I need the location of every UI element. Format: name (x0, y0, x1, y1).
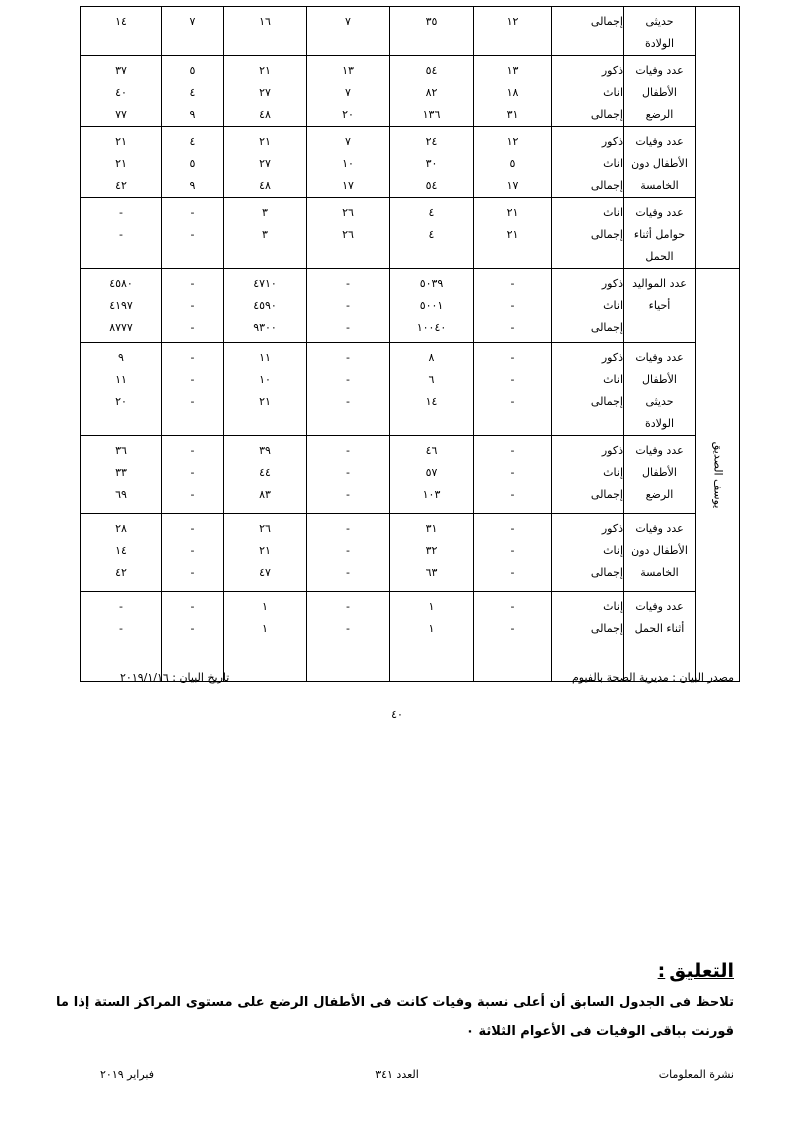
table-cell-value: - (346, 277, 350, 290)
value-cell (162, 343, 224, 436)
indicator-cell (624, 514, 696, 592)
table-cell-value: - (510, 488, 515, 501)
table-cell-value: - (346, 299, 350, 312)
value-cell (307, 343, 390, 436)
table-cell-value: ٩٣٠٠ (253, 321, 277, 334)
table-cell-value: إجمالى (590, 15, 623, 28)
value-cell (390, 7, 474, 56)
table-cell-value: - (510, 600, 515, 613)
table-cell-value: ٥٠٠١ (419, 299, 444, 312)
table-cell-value: الرضع (645, 488, 674, 501)
table-cell-value: ١٠٣ (422, 488, 441, 501)
value-cell (224, 7, 307, 56)
table-cell-value: ٥٧ (425, 466, 438, 479)
table-cell-value: ٢١ (506, 228, 519, 241)
region-cell-previous (696, 7, 740, 269)
table-cell-value: ١٢ (506, 135, 519, 148)
indicator-cell (624, 436, 696, 514)
table-cell-value: ٤ (189, 86, 196, 99)
table-cell-value: ذكور (601, 64, 623, 77)
table-cell-value: ١ (428, 622, 435, 635)
value-cell (224, 269, 307, 343)
table-cell-value: إجمالى (590, 108, 623, 121)
table-cell-value: - (190, 444, 195, 457)
table-cell-value: حديثى (645, 15, 674, 28)
table-cell-value: ٣٩ (259, 444, 271, 457)
value-cell (81, 56, 162, 127)
value-cell (162, 592, 224, 682)
value-cell (307, 514, 390, 592)
table-cell-value: - (346, 622, 350, 635)
table-row (81, 7, 740, 56)
table-cell-value: ٤٦ (425, 444, 438, 457)
table-cell-value: ٥ (189, 157, 196, 170)
value-cell (81, 436, 162, 514)
table-cell-value: ٢٤ (425, 135, 438, 148)
table-cell-value: إجمالى (590, 622, 623, 635)
table-cell-value: ٥٤ (425, 64, 438, 77)
value-cell (162, 127, 224, 198)
table-cell-value: ٩ (118, 351, 124, 364)
table-cell-value: - (346, 321, 350, 334)
indicator-cell (624, 343, 696, 436)
table-cell-value: ٣٢ (425, 544, 438, 557)
table-cell-value: ٤ (428, 228, 435, 241)
table-cell-value: ٥٤ (425, 179, 438, 192)
table-cell-value: - (510, 299, 515, 312)
table-cell-value: - (190, 395, 195, 408)
table-cell-value: اناث (603, 86, 623, 99)
table-cell-value: ٨٧٧٧ (109, 321, 133, 334)
table-cell-value: - (190, 488, 195, 501)
table-cell-value: ذكور (601, 444, 623, 457)
table-cell-value: ١٨ (506, 86, 519, 99)
footer-issue: العدد ٣٤١ (375, 1068, 419, 1081)
comment-title: التعليق (669, 960, 734, 982)
table-cell-value: ٣ (262, 228, 268, 241)
value-cell (474, 514, 552, 592)
table-cell-value: ٢١ (259, 544, 271, 557)
table-cell-value: ٢٠ (115, 395, 127, 408)
footer-date: فبراير ٢٠١٩ (100, 1068, 154, 1081)
table-cell-value: ٢١ (506, 206, 519, 219)
table-row (81, 56, 740, 127)
table-cell-value: ١٠ (259, 373, 271, 386)
value-cell (390, 127, 474, 198)
table-cell-value: عدد وفيات (635, 522, 684, 535)
table-cell-value: - (119, 622, 123, 635)
table-cell-value: - (190, 228, 195, 241)
table-cell-value: ٤ (189, 135, 196, 148)
table-cell-value: - (190, 321, 195, 334)
table-cell-value: ١٤ (425, 395, 438, 408)
table-cell-value: الأطفال دون (631, 544, 688, 557)
table-cell-value: - (346, 351, 350, 364)
table-cell-value: - (346, 488, 350, 501)
table-cell-value: ٢٦ (259, 522, 271, 535)
table-cell-value: عدد وفيات (635, 206, 684, 219)
table-cell-value: ذكور (601, 351, 623, 364)
value-cell (307, 198, 390, 269)
value-cell (390, 436, 474, 514)
table-cell-value: ٢١ (115, 135, 127, 148)
value-cell (307, 7, 390, 56)
table-cell-value: ١ (262, 622, 268, 635)
table-cell-value: ٢١ (259, 395, 271, 408)
table-cell-value: إناث (603, 600, 623, 613)
table-cell-value: - (190, 299, 195, 312)
table-cell-value: - (510, 622, 515, 635)
table-cell-value: - (346, 466, 350, 479)
table-cell-value: إجمالى (590, 179, 623, 192)
table-cell-value: ٧ (345, 135, 351, 148)
value-cell (474, 7, 552, 56)
table-cell-value: الولادة (644, 417, 675, 430)
comment-colon: : (657, 960, 666, 982)
table-cell-value: - (346, 566, 350, 579)
table-cell-value: ٧ (189, 15, 196, 28)
table-cell-value: - (119, 228, 123, 241)
table-cell-value: ٤٨ (259, 179, 271, 192)
value-cell (474, 198, 552, 269)
table-cell-value: ٢٠ (342, 108, 354, 121)
table-cell-value: ٢١ (115, 157, 127, 170)
table-cell-value: ٢٧ (259, 157, 271, 170)
table-cell-value: - (510, 373, 515, 386)
table-cell-value: ١٠٠٤٠ (416, 321, 447, 334)
table-cell-value: ذكور (601, 277, 623, 290)
table-cell-value: ١٧ (342, 179, 354, 192)
data-source: مصدر البيان : مديرية الصحة بالفيوم (571, 671, 734, 684)
value-cell (390, 198, 474, 269)
table-cell-value: الأطفال (642, 466, 677, 479)
value-cell (162, 198, 224, 269)
table-cell-value: ٤٤ (259, 466, 271, 479)
value-cell (474, 127, 552, 198)
table-cell-value: ٣٣ (115, 466, 127, 479)
value-cell (162, 56, 224, 127)
table-cell-value: عدد وفيات (635, 135, 684, 148)
table-row (81, 198, 740, 269)
table-row (81, 436, 740, 514)
gender-cell (552, 514, 624, 592)
table-cell-value: - (510, 466, 515, 479)
table-cell-value: ٤٨ (259, 108, 271, 121)
table-cell-value: حديثى (645, 395, 674, 408)
table-cell-value: ٦ (428, 373, 435, 386)
table-cell-value: إناث (603, 544, 623, 557)
gender-cell (552, 56, 624, 127)
table-cell-value: ٢٨ (115, 522, 127, 535)
table-cell-value: الأطفال (642, 86, 677, 99)
value-cell (307, 592, 390, 682)
table-cell-value: عدد وفيات (635, 444, 684, 457)
table-cell-value: ٩ (189, 179, 196, 192)
value-cell (474, 343, 552, 436)
value-cell (307, 127, 390, 198)
table-cell-value: ١١ (259, 351, 271, 364)
table-cell-value: ٢١ (259, 64, 271, 77)
table-cell-value: ٤٧ (259, 566, 271, 579)
table-cell-value: ٨ (428, 351, 435, 364)
indicator-cell (624, 269, 696, 343)
table-cell-value: الأطفال دون (631, 157, 688, 170)
table-cell-value: - (346, 600, 350, 613)
value-cell (474, 592, 552, 682)
table-cell-value: ٦٩ (115, 488, 127, 501)
table-cell-value: ٣ (262, 206, 268, 219)
table-cell-value: ٢١ (259, 135, 271, 148)
value-cell (162, 436, 224, 514)
data-table (80, 6, 740, 682)
data-date: تاريخ البيان : ٢٠١٩/١/١٦ (120, 671, 230, 684)
table-cell-value: ٥٠٣٩ (419, 277, 444, 290)
region-cell-yousef-elsedeek (696, 269, 740, 682)
table-cell-value: ٨٣ (259, 488, 271, 501)
table-cell-value: - (119, 206, 123, 219)
table-cell-value: ٣١ (506, 108, 519, 121)
value-cell (307, 56, 390, 127)
table-cell-value: اناث (603, 157, 623, 170)
table-cell-value: - (510, 444, 515, 457)
table-cell-value: ٤٥٨٠ (109, 277, 133, 290)
comment-heading (658, 960, 734, 982)
table-cell-value: - (510, 566, 515, 579)
gender-cell (552, 198, 624, 269)
table-cell-value: - (190, 206, 195, 219)
value-cell (162, 269, 224, 343)
table-cell-value: إجمالى (590, 566, 623, 579)
table-cell-value: ٣٠ (425, 157, 438, 170)
value-cell (474, 56, 552, 127)
table-cell-value: - (190, 544, 195, 557)
table-cell-value: ٣٦ (115, 444, 127, 457)
table-cell-value: أحياء (648, 299, 671, 312)
page-number: ٤٠ (391, 708, 403, 721)
table-cell-value: - (190, 373, 195, 386)
table-cell-value: ٣٥ (425, 15, 438, 28)
table-cell-value: - (346, 444, 350, 457)
table-cell-value: إناث (603, 466, 623, 479)
value-cell (224, 343, 307, 436)
table-cell-value: ٥ (189, 64, 196, 77)
table-cell-value: ١٣٦ (422, 108, 441, 121)
table-cell-value: - (190, 622, 195, 635)
table-cell-value: - (190, 522, 195, 535)
table-cell-value: - (346, 373, 350, 386)
table-cell-value: - (119, 600, 123, 613)
value-cell (474, 269, 552, 343)
value-cell (390, 514, 474, 592)
value-cell (224, 127, 307, 198)
table-cell-value: عدد المواليد (632, 277, 687, 290)
value-cell (162, 514, 224, 592)
table-cell-value: ١٣ (342, 64, 354, 77)
table-cell-value: اناث (603, 373, 623, 386)
table-cell-value: - (510, 321, 515, 334)
value-cell (81, 514, 162, 592)
value-cell (224, 198, 307, 269)
table-cell-value: - (346, 544, 350, 557)
table-cell-value: ذكور (601, 522, 623, 535)
value-cell (81, 592, 162, 682)
value-cell (390, 343, 474, 436)
table-cell-value: عدد وفيات (635, 351, 684, 364)
comment-body: تلاحظ فى الجدول السابق أن أعلى نسبة وفيات كانت فى الأطفال الرضع على مستوى المراكز الستة إذا ما قورنت بباقى الوفيات فى الأعوام الثلاثة ٠ (56, 995, 734, 1039)
table-cell-value: ٢٦ (342, 206, 354, 219)
table-cell-value: ٩ (189, 108, 196, 121)
table-cell-value: ٢٦ (342, 228, 354, 241)
table-cell-value: إجمالى (590, 395, 623, 408)
table-cell-value: ٤٢ (115, 566, 127, 579)
table-row (81, 592, 740, 682)
table-cell-value: - (510, 277, 515, 290)
value-cell (81, 269, 162, 343)
table-cell-value: - (190, 351, 195, 364)
value-cell (224, 514, 307, 592)
table-cell-value: ٧ (345, 15, 351, 28)
table-cell-value: ٤٧١٠ (253, 277, 277, 290)
table-cell-value: ١ (262, 600, 268, 613)
table-cell-value: - (346, 522, 350, 535)
table-cell-value: ٥ (509, 157, 516, 170)
table-cell-value: ٤١٩٧ (109, 299, 133, 312)
table-cell-value: ١١ (115, 373, 127, 386)
value-cell (390, 592, 474, 682)
table-cell-value: ١٦ (259, 15, 271, 28)
value-cell (81, 198, 162, 269)
table-cell-value: - (510, 544, 515, 557)
table-cell-value: حوامل أثناء (633, 228, 686, 241)
table-cell-value: اناث (603, 299, 623, 312)
table-cell-value: ٧ (345, 86, 351, 99)
value-cell (307, 436, 390, 514)
value-cell (224, 592, 307, 682)
table-cell-value: إجمالى (590, 488, 623, 501)
table-cell-value: ٤٢ (115, 179, 127, 192)
table-cell-value: الولادة (644, 37, 675, 50)
table-cell-value: ١٠ (342, 157, 354, 170)
indicator-cell (624, 7, 696, 56)
table-cell-value: - (190, 277, 195, 290)
value-cell (224, 436, 307, 514)
gender-cell (552, 436, 624, 514)
table-cell-value: - (510, 522, 515, 535)
table-cell-value: - (510, 395, 515, 408)
table-cell-value: الخامسة (640, 566, 679, 579)
table-cell-value: ٤٥٩٠ (253, 299, 277, 312)
table-cell-value: الأطفال (642, 373, 677, 386)
table-row (81, 127, 740, 198)
table-cell-value: ١٧ (506, 179, 519, 192)
table-cell-value: إجمالى (590, 321, 623, 334)
table-cell-value: ٣٧ (115, 64, 127, 77)
table-cell-value: ٢٧ (259, 86, 271, 99)
table-cell-value: - (190, 566, 195, 579)
table-cell-value: - (190, 600, 195, 613)
table-cell-value: ١٣ (506, 64, 519, 77)
table-cell-value: ١٤ (115, 544, 127, 557)
table-cell-value: - (190, 466, 195, 479)
table-cell-value: اناث (603, 206, 623, 219)
value-cell (81, 7, 162, 56)
table-row (81, 343, 740, 436)
table-cell-value: ١ (428, 600, 435, 613)
indicator-cell (624, 56, 696, 127)
table-cell-value: الرضع (645, 108, 674, 121)
table-cell-value: الخامسة (640, 179, 679, 192)
indicator-cell (624, 592, 696, 682)
table-cell-value: إجمالى (590, 228, 623, 241)
value-cell (474, 436, 552, 514)
table-cell-value: ٣١ (425, 522, 438, 535)
table-cell-value: ٤٠ (115, 86, 127, 99)
value-cell (81, 127, 162, 198)
table-cell-value: الحمل (645, 250, 674, 263)
table-cell-value: عدد وفيات (635, 600, 684, 613)
table-cell-value: ٦٣ (425, 566, 438, 579)
value-cell (390, 269, 474, 343)
table-cell-value: ذكور (601, 135, 623, 148)
gender-cell (552, 343, 624, 436)
table-cell-value: ١٢ (506, 15, 519, 28)
gender-cell (552, 592, 624, 682)
value-cell (81, 343, 162, 436)
gender-cell (552, 127, 624, 198)
value-cell (162, 7, 224, 56)
gender-cell (552, 269, 624, 343)
table-cell-value: ١٤ (115, 15, 127, 28)
table-row (81, 269, 740, 343)
footer-publication: نشرة المعلومات (658, 1068, 734, 1081)
region-label: يوسف الصديق (711, 441, 724, 509)
indicator-cell (624, 198, 696, 269)
table-row (81, 514, 740, 592)
table-cell-value: - (510, 351, 515, 364)
table-cell-value: أثناء الحمل (634, 622, 685, 635)
table-cell-value: - (346, 395, 350, 408)
table-cell-value: ٤ (428, 206, 435, 219)
table-cell-value: عدد وفيات (635, 64, 684, 77)
value-cell (390, 56, 474, 127)
value-cell (307, 269, 390, 343)
indicator-cell (624, 127, 696, 198)
table-cell-value: ٨٢ (425, 86, 438, 99)
value-cell (224, 56, 307, 127)
table-cell-value: ٧٧ (115, 108, 127, 121)
gender-cell (552, 7, 624, 56)
